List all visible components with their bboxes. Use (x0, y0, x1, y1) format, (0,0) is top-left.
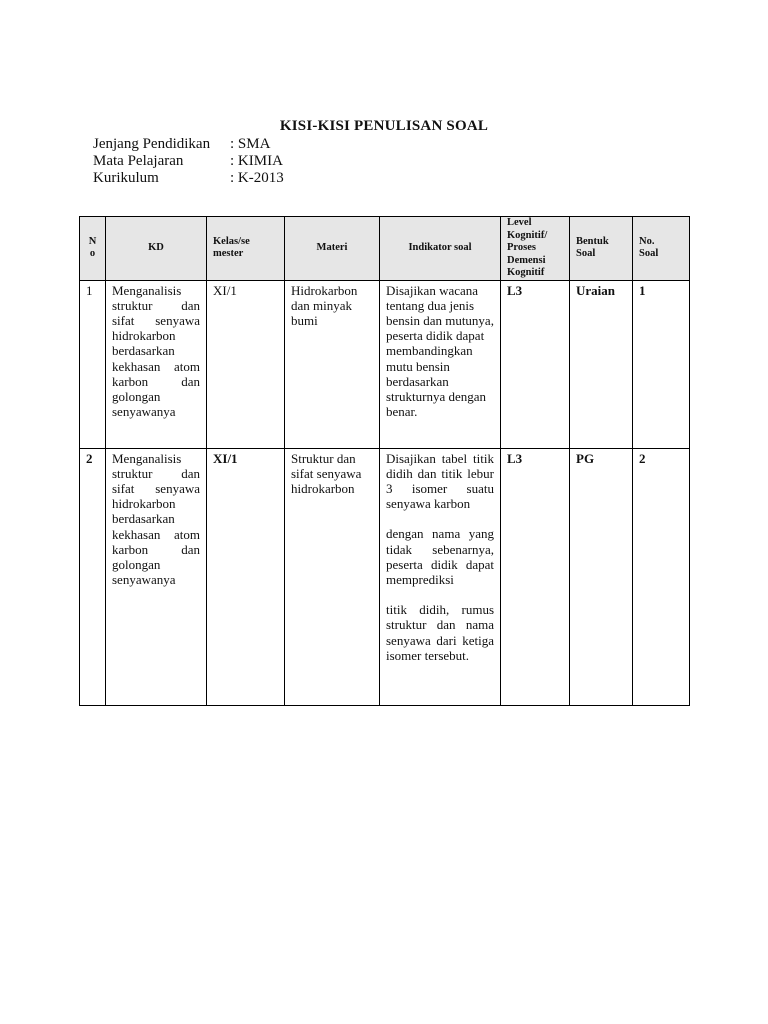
meta-label: Jenjang Pendidikan (93, 136, 211, 152)
header-text: Bentuk (576, 235, 609, 247)
indikator-paragraph: Disajikan tabel titik didih dan titik lebur 3 isomer suatu senyawa karbon (386, 450, 494, 512)
header-text: Demensi (507, 254, 546, 266)
kisi-table (79, 216, 690, 706)
header-bentuk (570, 217, 633, 281)
header-text: Soal (576, 248, 596, 260)
meta-row-mapel (93, 153, 284, 170)
header-text: o (89, 248, 96, 260)
indikator-paragraph: titik didih, rumus struktur dan nama senyawa dari ketiga isomer tersebut. (386, 602, 494, 663)
cell-bentuk: Uraian (570, 280, 633, 448)
meta-value: : K-2013 (230, 170, 284, 186)
cell-materi: Hidrokarbon dan minyak bumi (285, 280, 380, 448)
cell-kd: Menganalisis struktur dan sifat senyawa hidrokarbon berdasarkan kekhasan atom karbon dan golongan senyawanya (106, 280, 207, 448)
header-text: Kognitif/ (507, 229, 548, 241)
header-text: mester (213, 248, 244, 260)
header-kd: KD (106, 217, 207, 281)
cell-bentuk: PG (570, 448, 633, 705)
header-text: Proses (507, 242, 536, 253)
header-text: N (88, 235, 97, 247)
header-text: No. (639, 235, 655, 247)
table-row (80, 448, 690, 705)
header-materi: Materi (285, 217, 380, 281)
header-text: Soal (639, 248, 659, 260)
header-text: Kelas/se (213, 235, 250, 247)
document-meta (93, 136, 284, 187)
table-row (80, 280, 690, 448)
header-text: Level (507, 217, 532, 228)
cell-materi: Struktur dan sifat senyawa hidrokarbon (285, 448, 380, 705)
header-indikator: Indikator soal (380, 217, 501, 281)
meta-label: Mata Pelajaran (93, 153, 184, 169)
cell-level: L3 (501, 448, 570, 705)
cell-no: 1 (80, 280, 106, 448)
meta-value: : SMA (230, 136, 271, 152)
cell-indikator (380, 448, 501, 705)
header-text: Kognitif (507, 267, 545, 278)
cell-level: L3 (501, 280, 570, 448)
document-title: KISI-KISI PENULISAN SOAL (279, 118, 489, 134)
cell-kelas: XI/1 (207, 448, 285, 705)
header-no (80, 217, 106, 281)
meta-value: : KIMIA (230, 153, 283, 169)
cell-indikator: Disajikan wacana tentang dua jenis bensin dan mutunya, peserta didik dapat membandingkan mutu bensin berdasarkan strukturnya dengan benar. (380, 280, 501, 448)
header-level (501, 217, 570, 281)
meta-row-kurikulum (93, 170, 284, 187)
cell-no: 2 (80, 448, 106, 705)
cell-kelas: XI/1 (207, 280, 285, 448)
indikator-paragraph: dengan nama yang tidak sebenarnya, peserta didik dapat memprediksi (386, 526, 494, 587)
meta-label: Kurikulum (93, 170, 159, 186)
meta-row-jenjang (93, 136, 284, 153)
header-no-soal (633, 217, 690, 281)
cell-no-soal: 2 (633, 448, 690, 705)
cell-kd: Menganalisis struktur dan sifat senyawa hidrokarbon berdasarkan kekhasan atom karbon dan golongan senyawanya (106, 448, 207, 705)
table-header-row (80, 217, 690, 281)
header-kelas (207, 217, 285, 281)
cell-no-soal: 1 (633, 280, 690, 448)
